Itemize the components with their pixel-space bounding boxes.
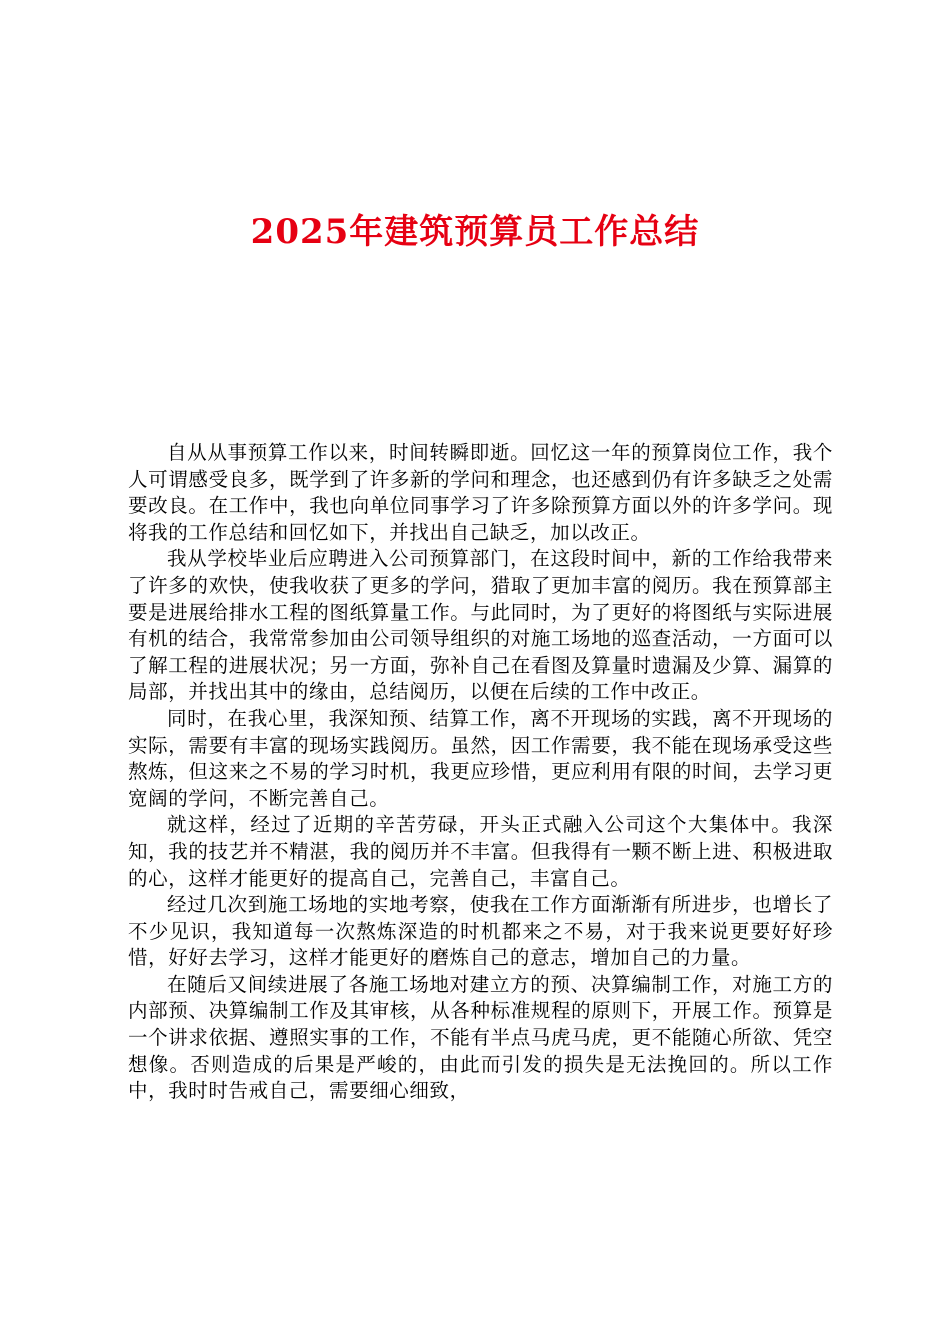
body-paragraph: 自从从事预算工作以来，时间转瞬即逝。回忆这一年的预算岗位工作，我个人可谓感受良多，既学到了许多新的学问和理念，也还感到仍有许多缺乏之处需要改良。在工作中，我也向单位同事学习了许多除预算方面以外的许多学问。现将我的工作总结和回忆如下，并找出自己缺乏，加以改正。 bbox=[128, 441, 833, 544]
body-paragraph: 我从学校毕业后应聘进入公司预算部门，在这段时间中，新的工作给我带来了许多的欢快，使我收获了更多的学问，猎取了更加丰富的阅历。我在预算部主要是进展给排水工程的图纸算量工作。与此同时，为了更好的将图纸与实际进展有机的结合，我常常参加由公司领导组织的对施工场地的巡查活动，一方面可以了解工程的进展状况；另一方面，弥补自己在看图及算量时遗漏及少算、漏算的局部，并找出其中的缘由，总结阅历，以便在后续的工作中改正。 bbox=[128, 547, 833, 704]
document-title: 2025年建筑预算员工作总结 bbox=[250, 212, 700, 252]
body-paragraph: 同时，在我心里，我深知预、结算工作，离不开现场的实践，离不开现场的实际，需要有丰富的现场实践阅历。虽然，因工作需要，我不能在现场承受这些熬炼，但这来之不易的学习时机，我更应珍惜，更应利用有限的时间，去学习更宽阔的学问，不断完善自己。 bbox=[128, 706, 833, 810]
body-paragraph: 在随后又间续进展了各施工场地对建立方的预、决算编制工作，对施工方的内部预、决算编制工作及其审核，从各种标准规程的原则下，开展工作。预算是一个讲求依据、遵照实事的工作，不能有半点马虎马虎，更不能随心所欲、凭空想像。否则造成的后果是严峻的，由此而引发的损失是无法挽回的。所以工作中，我时时告戒自己，需要细心细致， bbox=[128, 972, 833, 1103]
document-body bbox=[128, 440, 833, 1105]
body-paragraph: 就这样，经过了近期的辛苦劳碌，开头正式融入公司这个大集体中。我深知，我的技艺并不精湛，我的阅历并不丰富。但我得有一颗不断上进、积极进取的心，这样才能更好的提高自己，完善自己，丰富自己。 bbox=[128, 813, 833, 890]
body-paragraph: 经过几次到施工场地的实地考察，使我在工作方面渐渐有所进步，也增长了不少见识，我知道每一次熬炼深造的时机都来之不易，对于我来说更要好好珍惜，好好去学习，这样才能更好的磨炼自己的意志，增加自己的力量。 bbox=[128, 893, 833, 970]
